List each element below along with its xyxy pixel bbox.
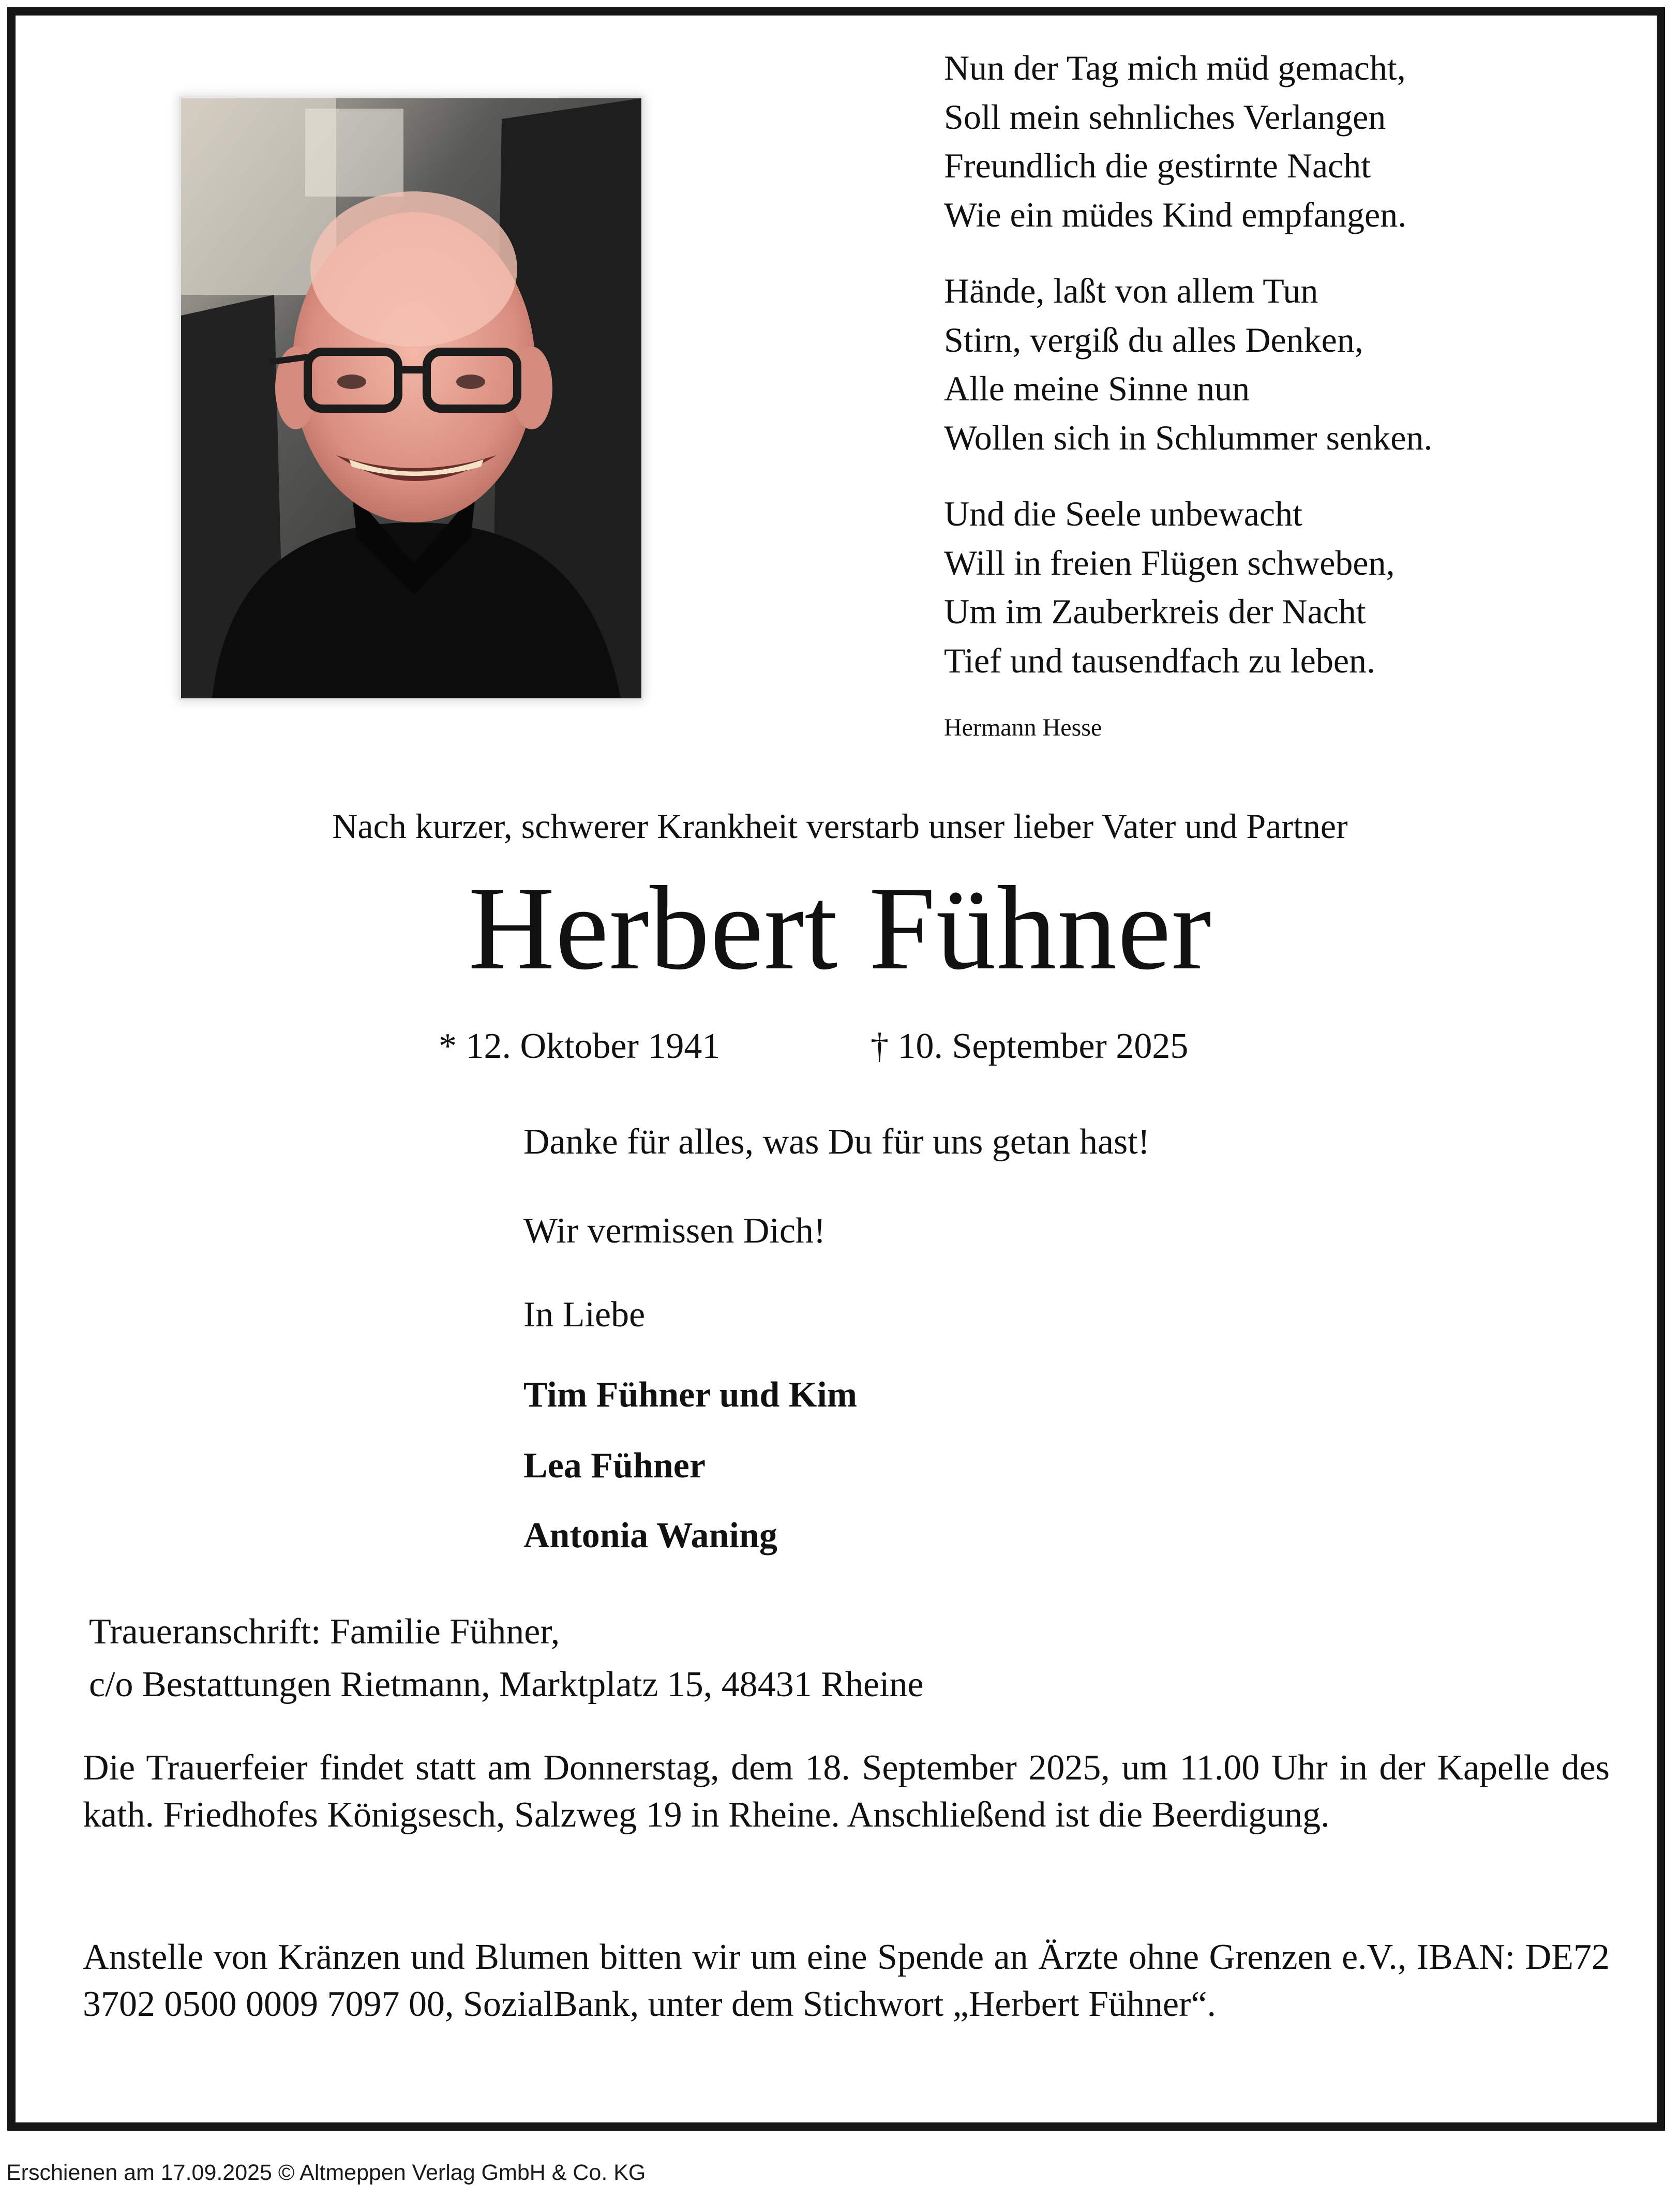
poem-line: Soll mein sehnliches Verlangen [944, 97, 1386, 137]
poem [944, 43, 1616, 743]
family-member: Tim Fühner und Kim [523, 1375, 858, 1415]
poem-line: Stirn, vergiß du alles Denken, [944, 320, 1363, 360]
birth-date: * 12. Oktober 1941 [439, 1026, 721, 1066]
poem-line: Freundlich die gestirnte Nacht [944, 146, 1371, 185]
poem-line: Wie ein müdes Kind empfangen. [944, 195, 1407, 234]
poem-line: Will in freien Flügen schweben, [944, 543, 1395, 582]
love-message: In Liebe [523, 1295, 646, 1335]
poem-line: Tief und tausendfach zu leben. [944, 640, 1376, 680]
thanks-message: Danke für alles, was Du für uns getan hast! [523, 1122, 1150, 1162]
poem-line: Wollen sich in Schlummer senken. [944, 417, 1433, 457]
funeral-info: Die Trauerfeier findet statt am Donnerstag, dem 18. September 2025, um 11.00 Uhr in der Kapelle des kath. Friedhofes Königsesch, Salzweg 19 in Rheine. Anschließend ist die Beerdigung. [83, 1748, 1610, 1835]
poem-line: Um im Zauberkreis der Nacht [944, 592, 1366, 631]
poem-line: Hände, laßt von allem Tun [944, 271, 1318, 310]
miss-message: Wir vermissen Dich! [523, 1211, 826, 1251]
mourning-address-line2: c/o Bestattungen Rietmann, Marktplatz 15, 48431 Rheine [89, 1665, 924, 1704]
family-member: Antonia Waning [523, 1516, 777, 1555]
poem-line: Alle meine Sinne nun [944, 369, 1250, 408]
portrait-illustration [181, 98, 641, 698]
donation-info: Anstelle von Kränzen und Blumen bitten wir um eine Spende an Ärzte ohne Grenzen e.V., IBAN: DE72 3702 0500 0009 7097 00, SozialBank, unter dem Stichwort „Herbert Fühner“. [83, 1937, 1610, 2024]
intro-text: Nach kurzer, schwerer Krankheit verstarb unser lieber Vater und Partner [332, 806, 1348, 846]
mourning-address-line1: Traueranschrift: Familie Fühner, [89, 1612, 560, 1652]
death-date: † 10. September 2025 [871, 1026, 1189, 1066]
poem-line: Nun der Tag mich müd gemacht, [944, 48, 1406, 87]
poem-stanza [944, 266, 1616, 462]
publication-footer: Erschienen am 17.09.2025 © Altmeppen Verlag GmbH & Co. KG [6, 2160, 646, 2185]
family-member: Lea Fühner [523, 1446, 706, 1486]
portrait-photo [181, 98, 641, 698]
poem-stanza [944, 43, 1616, 239]
poem-author: Hermann Hesse [944, 714, 1102, 741]
deceased-name: Herbert Fühner [468, 862, 1212, 995]
poem-stanza [944, 489, 1616, 685]
poem-line: Und die Seele unbewacht [944, 494, 1302, 533]
